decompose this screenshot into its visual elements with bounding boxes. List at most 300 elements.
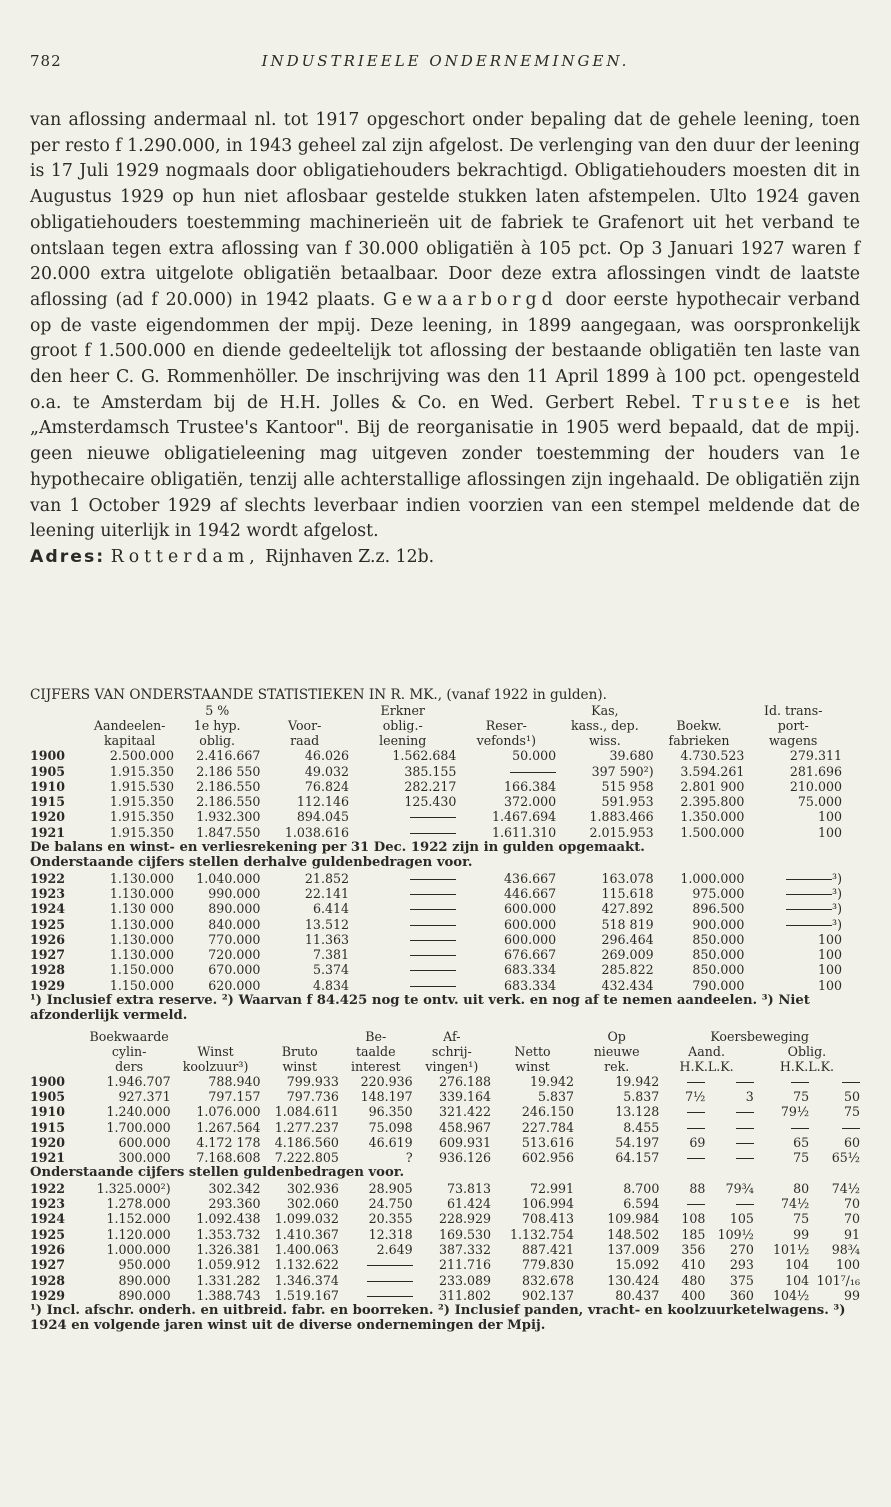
table-cell: 5.837 <box>537 1088 575 1104</box>
table-cell: 515 958 <box>601 778 654 794</box>
table-cell: 676.667 <box>504 947 557 963</box>
table-cell: 13.128 <box>615 1104 660 1120</box>
table-cell: 850.000 <box>692 947 745 963</box>
column-header: interest <box>350 1058 401 1074</box>
dash-mark <box>410 894 456 895</box>
table-cell: 890.000 <box>118 1287 171 1303</box>
column-header: cylin- <box>111 1043 147 1059</box>
column-header: Aand. <box>688 1043 725 1059</box>
table-cell: 1.325.000²) <box>96 1180 171 1196</box>
table-cell: 4.186.560 <box>274 1134 339 1150</box>
table-cell: 321.422 <box>438 1104 492 1120</box>
table-row <box>30 794 842 809</box>
table-header-row <box>30 703 842 718</box>
running-title: INDUSTRIEELE ONDERNEMINGEN. <box>261 52 630 70</box>
table-cell: 1.883.466 <box>589 809 654 825</box>
table-row <box>30 1242 860 1257</box>
table-cell: 5.837 <box>623 1088 660 1104</box>
column-header <box>171 1029 261 1044</box>
table-cell: 76.824 <box>304 778 349 794</box>
statistics-table-1b <box>30 871 842 993</box>
table-cell: 890.000 <box>208 901 261 917</box>
dash-mark <box>736 1158 754 1159</box>
table-cell: 1.388.743 <box>196 1287 261 1303</box>
table-row <box>30 1150 860 1165</box>
column-header: Reser- <box>485 718 527 734</box>
table-cell: 108 <box>681 1211 706 1227</box>
table-cell: 385.155 <box>404 763 457 779</box>
table-cell <box>339 1273 413 1288</box>
dash-mark <box>367 1296 413 1297</box>
column-header <box>491 1029 574 1044</box>
year-cell: 1921 <box>30 1150 66 1166</box>
table-cell: 900.000 <box>692 916 745 932</box>
column-header <box>30 733 85 748</box>
table-cell: 436.667 <box>504 870 557 886</box>
table-cell: 1.915.350 <box>109 809 174 825</box>
table-cell: 8.700 <box>623 1180 660 1196</box>
table-cell <box>659 1196 705 1211</box>
table-header-row <box>30 1059 860 1074</box>
table-header-row <box>30 733 842 748</box>
table-cell: 1.562.684 <box>392 748 457 764</box>
year-cell: 1905 <box>30 763 66 779</box>
table-row <box>30 1181 860 1196</box>
table-cell: 387.332 <box>438 1241 492 1257</box>
table-cell: 1.038.616 <box>284 824 349 840</box>
column-header: oblig. <box>199 733 236 749</box>
table-cell: 21.852 <box>304 870 349 886</box>
table-cell: 100 <box>817 824 842 840</box>
table-cell: 432.434 <box>601 977 654 993</box>
table-cell: 1.000.000 <box>106 1241 171 1257</box>
column-header: koolzuur³) <box>182 1058 249 1074</box>
table-cell: 1.410.367 <box>274 1226 339 1242</box>
table-cell: 211.716 <box>438 1257 492 1273</box>
table-row <box>30 1196 860 1211</box>
dash-mark <box>410 817 456 818</box>
table-row <box>30 764 842 779</box>
body-text-1: van aflossing andermaal nl. tot 1917 opgeschort onder bepaling dat de gehele leening, toen per resto f 1.290.000, in 1943 geheel zal zijn afgelost. De verlenging van den duur der leening is 17 Juli 1929 nogmaals door obligatiehouders bekrachtigd. Obligatiehouders moesten dit in Augustus 1929 op hun niet aflosbaar gestelde stukken laten afstempelen. Ulto 1924 gaven obligatiehouders toestemming machinerieën uit de fabriek te Grafenort uit het verband te ontslaan tegen extra aflossing van f 30.000 obligatiën à 105 pct. Op 3 Januari 1927 waren f 20.000 extra uitgelote obligatiën betaalbaar. Door deze extra aflossingen vindt de laatste aflossing (ad f 20.000) in 1942 plaats. <box>30 110 860 310</box>
column-header <box>30 718 85 733</box>
table-row <box>30 978 842 993</box>
year-cell: 1905 <box>30 1088 66 1104</box>
address-street: Rijnhaven Z.z. 12b. <box>265 546 435 567</box>
column-header: vefonds¹) <box>476 733 536 749</box>
stats-title: CIJFERS VAN ONDERSTAANDE STATISTIEKEN IN R. MK., (vanaf 1922 in gulden). <box>30 687 607 703</box>
page-number: 782 <box>30 52 62 70</box>
table-cell: 293.360 <box>208 1196 261 1212</box>
table-cell: 281.696 <box>789 763 842 779</box>
year-cell: 1928 <box>30 1272 66 1288</box>
table-cell <box>659 1074 705 1089</box>
table-cell: 1.946.707 <box>106 1073 171 1089</box>
table-cell: 185 <box>681 1226 706 1242</box>
table-cell: 2.395.800 <box>680 794 745 810</box>
table-cell: 990.000 <box>208 885 261 901</box>
table-row <box>30 947 842 962</box>
table-cell: 80.437 <box>615 1287 660 1303</box>
table-cell: 137.009 <box>607 1241 660 1257</box>
table-cell: 282.217 <box>404 778 457 794</box>
table-cell: 7½ <box>685 1088 706 1104</box>
column-header: rek. <box>604 1058 630 1074</box>
table-cell: 11.363 <box>304 931 349 947</box>
column-header: Boekw. <box>676 718 722 734</box>
year-cell: 1922 <box>30 870 66 886</box>
table-cell: 2.015.953 <box>589 824 654 840</box>
table-cell: 104 <box>785 1257 810 1273</box>
dash-mark <box>786 909 832 910</box>
address-line <box>30 545 860 571</box>
table-cell: 400 <box>681 1287 706 1303</box>
year-cell: 1900 <box>30 1073 66 1089</box>
table-row <box>30 1074 860 1089</box>
column-header: nieuwe <box>593 1043 640 1059</box>
column-header: Oblig. <box>787 1043 827 1059</box>
table-cell: 1.915.350 <box>109 794 174 810</box>
address-city: Rotterdam, <box>110 546 260 567</box>
table-cell: 80 <box>793 1180 810 1196</box>
column-header: winst <box>515 1058 550 1074</box>
year-cell: 1900 <box>30 748 66 764</box>
dash-mark <box>410 955 456 956</box>
table-cell: 302.060 <box>286 1196 339 1212</box>
column-header: H.K.L.K. <box>779 1058 834 1074</box>
table-cell: 1.400.063 <box>274 1241 339 1257</box>
table-cell <box>659 1150 705 1165</box>
table-row <box>30 962 842 977</box>
table-cell: 115.618 <box>601 885 654 901</box>
table-cell: 397 590²) <box>591 763 654 779</box>
table-cell: 46.619 <box>368 1134 413 1150</box>
table-cell: 840.000 <box>208 916 261 932</box>
dash-mark <box>842 1128 860 1129</box>
table-cell: 79¾ <box>725 1180 754 1196</box>
table-cell: 600.000 <box>118 1134 171 1150</box>
table-cell: 296.464 <box>601 931 654 947</box>
table-cell: 1.519.167 <box>274 1287 339 1303</box>
table-cell: 458.967 <box>438 1119 492 1135</box>
column-header <box>30 1044 88 1059</box>
table-cell: 130.424 <box>607 1272 660 1288</box>
column-header: Af- <box>443 1028 461 1044</box>
table-cell: 1.130.000 <box>109 931 174 947</box>
column-header: 5 % <box>205 703 230 719</box>
year-cell: 1915 <box>30 794 66 810</box>
table-cell <box>349 978 456 993</box>
dash-mark <box>786 879 832 880</box>
year-cell: 1925 <box>30 916 66 932</box>
table-cell: 1.130 000 <box>109 901 174 917</box>
table-cell: 1.611.310 <box>492 824 557 840</box>
table-cell <box>349 917 456 932</box>
table-cell: ³) <box>744 871 842 886</box>
year-cell: 1910 <box>30 778 66 794</box>
column-header: schrij- <box>431 1043 472 1059</box>
table-cell: 5.374 <box>312 962 349 978</box>
table-cell <box>349 809 456 824</box>
table-header-row <box>30 1029 860 1044</box>
table-cell: 1.500.000 <box>680 824 745 840</box>
column-header <box>30 1059 88 1074</box>
table-cell: 70 <box>843 1196 860 1212</box>
year-cell: 1926 <box>30 931 66 947</box>
spaced-word-trustee: Trustee <box>692 392 795 413</box>
table-cell: 2.500.000 <box>109 748 174 764</box>
table-cell: 293 <box>729 1257 754 1273</box>
table-cell: 300.000 <box>118 1150 171 1166</box>
table-cell: 1.277.237 <box>274 1119 339 1135</box>
table-cell: 2.416.667 <box>196 748 261 764</box>
dash-mark <box>687 1128 705 1129</box>
table-cell: 302.342 <box>208 1180 261 1196</box>
spaced-word-gewaarborgd: Gewaarborgd <box>383 289 558 310</box>
table-row <box>30 825 842 840</box>
body-text-2: door eerste hypothecair verband op de vaste eigendommen der mpij. Deze leening, in 1899 aangegaan, was oorspronkelijk groot f 1.500.000 en diende gedeeltelijk tot aflossing der bestaande obligatiën ten laste van den heer C. G. Rommenhöller. De inschrijving was den 11 April 1899 à 100 pct. opengesteld o.a. te Amsterdam bij de H.H. Jolles & Co. en Wed. Gerbert Rebel. <box>30 289 861 413</box>
table-row <box>30 1211 860 1226</box>
dash-mark <box>687 1158 705 1159</box>
column-header: taalde <box>355 1043 396 1059</box>
table-row <box>30 748 842 763</box>
year-cell: 1922 <box>30 1180 66 1196</box>
dash-mark <box>367 1265 413 1266</box>
column-header: Kas, <box>591 703 619 719</box>
table-cell: 790.000 <box>692 977 745 993</box>
table-cell: 1.099.032 <box>274 1211 339 1227</box>
table-cell: 163.078 <box>601 870 654 886</box>
table-cell: 797.736 <box>286 1088 339 1104</box>
table-cell <box>754 1074 809 1089</box>
column-header: vingen¹) <box>425 1058 479 1074</box>
table-cell: 410 <box>681 1257 706 1273</box>
year-cell: 1929 <box>30 1287 66 1303</box>
table-cell: 1.130.000 <box>109 885 174 901</box>
dash-mark <box>410 925 456 926</box>
table-cell: 74½ <box>780 1196 810 1212</box>
column-header: Be- <box>365 1028 387 1044</box>
statistics-section <box>30 688 865 1334</box>
table-row <box>30 1120 860 1135</box>
table-cell: 104 <box>785 1272 810 1288</box>
table-cell: 22.141 <box>304 885 349 901</box>
column-header <box>30 703 85 718</box>
table-cell: 75 <box>843 1104 860 1120</box>
statistics-table-2b <box>30 1181 860 1303</box>
table-cell: 1.059.912 <box>196 1257 261 1273</box>
column-header: kapitaal <box>104 733 156 749</box>
table-cell: 1.915.530 <box>109 778 174 794</box>
dash-mark <box>736 1143 754 1144</box>
dash-mark <box>736 1128 754 1129</box>
table-cell: 75.000 <box>797 794 842 810</box>
table-cell: 100 <box>817 977 842 993</box>
table-header-row <box>30 1044 860 1059</box>
table-cell: 4.172 178 <box>196 1134 261 1150</box>
table-cell: 64.157 <box>615 1150 660 1166</box>
table-cell: 1.132.622 <box>274 1257 339 1273</box>
column-header: Winst <box>197 1043 234 1059</box>
table-cell: 1.326.381 <box>196 1241 261 1257</box>
table-cell: 896.500 <box>692 901 745 917</box>
table-cell: 79½ <box>780 1104 810 1120</box>
column-header <box>260 703 349 718</box>
table-cell: 169.530 <box>438 1226 492 1242</box>
year-cell: 1928 <box>30 962 66 978</box>
table-cell: 2.649 <box>376 1241 413 1257</box>
table-cell: 1.331.282 <box>196 1272 261 1288</box>
table-cell: 210.000 <box>789 778 842 794</box>
column-header <box>30 1029 88 1044</box>
table-cell <box>705 1074 753 1089</box>
table-cell: 832.678 <box>521 1272 575 1288</box>
table-cell: 1.130.000 <box>109 916 174 932</box>
dash-mark <box>786 925 832 926</box>
table-cell: 104½ <box>772 1287 810 1303</box>
table-cell: 220.936 <box>360 1073 413 1089</box>
dash-mark <box>736 1204 754 1205</box>
table-cell: 6.594 <box>623 1196 660 1212</box>
table-cell: 1.120.000 <box>106 1226 171 1242</box>
column-header: Aandeelen- <box>93 718 166 734</box>
table-cell: 99 <box>843 1287 860 1303</box>
table-cell: 54.197 <box>615 1134 660 1150</box>
table-cell: 799.933 <box>286 1073 339 1089</box>
table-cell: 890.000 <box>118 1272 171 1288</box>
year-cell: 1927 <box>30 1257 66 1273</box>
table-cell: 15.092 <box>615 1257 660 1273</box>
table-cell: 100 <box>835 1257 860 1273</box>
table-cell: 91 <box>843 1226 860 1242</box>
table-row <box>30 809 842 824</box>
table-cell: 1.130.000 <box>109 870 174 886</box>
table-cell: 246.150 <box>521 1104 575 1120</box>
body-paragraph <box>30 108 860 545</box>
table-cell: 100 <box>817 947 842 963</box>
table-cell: 1.915.350 <box>109 763 174 779</box>
table-cell: 75.098 <box>368 1119 413 1135</box>
table-cell: 427.892 <box>601 901 654 917</box>
dash-mark <box>410 970 456 971</box>
table-cell: 46.026 <box>304 748 349 764</box>
guilders-note: Onderstaande cijfers stellen derhalve guldenbedragen voor. <box>30 855 473 871</box>
table-cell: 100 <box>817 962 842 978</box>
table-cell: ³) <box>744 901 842 916</box>
table-cell <box>754 1120 809 1135</box>
dash-mark <box>736 1112 754 1113</box>
table-cell <box>809 1074 860 1089</box>
table-cell: 228.929 <box>438 1211 492 1227</box>
table-cell <box>659 1120 705 1135</box>
table-row <box>30 886 842 901</box>
table-cell: 360 <box>729 1287 754 1303</box>
table-cell: 61.424 <box>446 1196 492 1212</box>
table-header-row <box>30 718 842 733</box>
table-cell: 609.931 <box>438 1134 492 1150</box>
column-header <box>85 703 174 718</box>
table-cell: 600.000 <box>504 931 557 947</box>
table-cell: 302.936 <box>286 1180 339 1196</box>
table-cell: 480 <box>681 1272 706 1288</box>
table-cell: 7.381 <box>312 947 349 963</box>
table-cell: 850.000 <box>692 962 745 978</box>
table-cell <box>349 947 456 962</box>
table-cell: 518 819 <box>601 916 654 932</box>
address-label: Adres: <box>30 546 106 567</box>
table-cell: 1.132.754 <box>509 1226 575 1242</box>
table-cell: 12.318 <box>368 1226 413 1242</box>
table-cell: 375 <box>729 1272 754 1288</box>
table-row <box>30 1227 860 1242</box>
table-cell: 1.150.000 <box>109 977 174 993</box>
table-cell: 797.157 <box>208 1088 261 1104</box>
table-cell: 2.186.550 <box>196 778 261 794</box>
table-cell: 69 <box>689 1134 706 1150</box>
table-cell: 720.000 <box>208 947 261 963</box>
table-cell: 49.032 <box>304 763 349 779</box>
table-cell <box>349 871 456 886</box>
table-cell <box>705 1196 753 1211</box>
column-header: Voor- <box>288 718 322 734</box>
table-cell: 975.000 <box>692 885 745 901</box>
column-header: Koersbeweging <box>710 1028 809 1044</box>
table-cell: 602.956 <box>521 1150 575 1166</box>
table-cell: 100 <box>817 931 842 947</box>
table-cell: 105 <box>729 1211 754 1227</box>
dash-mark <box>791 1082 809 1083</box>
table-cell: 600.000 <box>504 901 557 917</box>
table-cell: 269.009 <box>601 947 654 963</box>
table-cell: 101⁷/₁₆ <box>816 1272 860 1288</box>
table-cell: 708.413 <box>521 1211 575 1227</box>
table-cell <box>349 962 456 977</box>
table-cell: 770.000 <box>208 931 261 947</box>
table-cell: 779.830 <box>521 1257 575 1273</box>
dash-mark <box>687 1112 705 1113</box>
table-cell: ³) <box>744 917 842 932</box>
table-cell: 339.164 <box>438 1088 492 1104</box>
table-cell <box>705 1150 753 1165</box>
year-cell: 1925 <box>30 1226 66 1242</box>
table-cell <box>349 886 456 901</box>
column-header: port- <box>777 718 809 734</box>
table-cell: 927.371 <box>118 1088 171 1104</box>
year-cell: 1926 <box>30 1241 66 1257</box>
column-header: H.K.L.K. <box>679 1058 734 1074</box>
year-cell: 1923 <box>30 1196 66 1212</box>
table-cell: 887.421 <box>521 1241 575 1257</box>
table-cell: 65½ <box>831 1150 860 1166</box>
table-cell: 19.942 <box>529 1073 575 1089</box>
body-text <box>30 108 860 571</box>
table-cell <box>456 764 556 779</box>
table-cell <box>659 1104 705 1119</box>
dash-mark <box>736 1082 754 1083</box>
table-cell: 285.822 <box>601 962 654 978</box>
balance-note: De balans en winst- en verliesrekening per 31 Dec. 1922 zijn in gulden opgemaakt. <box>30 840 645 856</box>
table-cell <box>705 1120 753 1135</box>
table-cell: 24.750 <box>368 1196 413 1212</box>
table-cell: 356 <box>681 1241 706 1257</box>
table-cell: 372.000 <box>504 794 557 810</box>
table-cell: 1.278.000 <box>106 1196 171 1212</box>
table-cell: 28.905 <box>368 1180 413 1196</box>
table-cell: 670.000 <box>208 962 261 978</box>
table-cell <box>349 825 456 840</box>
table-cell: 1.932.300 <box>196 809 261 825</box>
column-header: winst <box>282 1058 317 1074</box>
year-cell: 1923 <box>30 885 66 901</box>
